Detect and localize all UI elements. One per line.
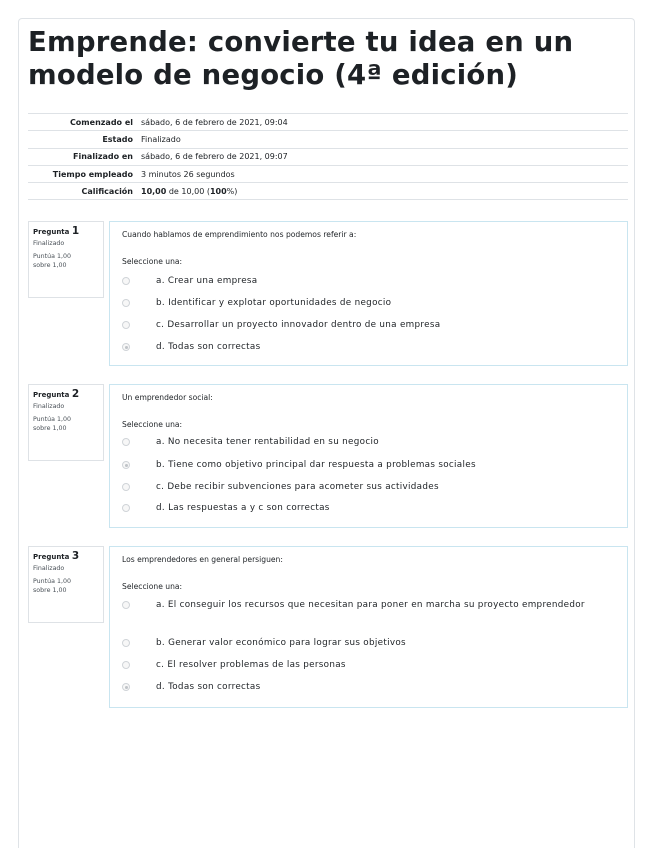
question-state: Finalizado xyxy=(33,403,65,410)
summary-label: Estado xyxy=(28,131,137,148)
radio-button[interactable] xyxy=(122,299,130,307)
select-prompt: Seleccione una: xyxy=(122,257,183,266)
grade-score: 10,00 xyxy=(141,186,167,196)
summary-label: Finalizado en xyxy=(28,148,137,165)
question-state: Finalizado xyxy=(33,240,65,247)
attempt-summary-table xyxy=(28,113,628,200)
grade-percent-suffix: %) xyxy=(226,186,238,196)
summary-row-started xyxy=(28,114,628,131)
radio-button-checked[interactable] xyxy=(122,683,130,691)
summary-value: Finalizado xyxy=(137,131,628,148)
answer-option[interactable]: a. El conseguir los recursos que necesitan para poner en marcha su proyecto emprendedor xyxy=(122,598,612,626)
question-1-content: Cuando hablamos de emprendimiento nos podemos referir a: Seleccione una: a. Crear una empresa b. Identificar y explotar oportunidades de negocio c. Desarrollar un proyecto innovador dentro de una empresa d. Todas son correctas xyxy=(109,221,628,366)
radio-button[interactable] xyxy=(122,321,130,329)
grade-percent: 100 xyxy=(209,186,227,196)
summary-value xyxy=(137,183,628,200)
question-grade: Puntúa 1,00 sobre 1,00 xyxy=(33,253,72,269)
question-text: Los emprendedores en general persiguen: xyxy=(122,555,283,564)
radio-button[interactable] xyxy=(122,438,130,446)
question-text: Cuando hablamos de emprendimiento nos podemos referir a: xyxy=(122,230,357,239)
question-1-info xyxy=(28,221,104,298)
summary-row-time-taken xyxy=(28,165,628,182)
summary-label: Calificación xyxy=(28,183,137,200)
question-2-content: Un emprendedor social: Seleccione una: a. No necesita tener rentabilidad en su negocio b. Tiene como objetivo principal dar respuesta a problemas sociales c. Debe recibir subvenciones para acometer sus actividades d. Las respuestas a y c son correctas xyxy=(109,384,628,528)
question-number: Pregunta 2 xyxy=(33,388,80,400)
question-grade: Puntúa 1,00 sobre 1,00 xyxy=(33,416,72,432)
question-grade: Puntúa 1,00 sobre 1,00 xyxy=(33,578,72,594)
question-number: Pregunta 1 xyxy=(33,225,80,237)
question-text: Un emprendedor social: xyxy=(122,393,213,402)
select-prompt: Seleccione una: xyxy=(122,582,183,591)
summary-row-finished xyxy=(28,148,628,165)
summary-row-grade xyxy=(28,183,628,200)
page-title: Emprende: convierte tu idea en un modelo de negocio (4ª edición) xyxy=(28,26,574,91)
question-3-info xyxy=(28,546,104,623)
radio-button[interactable] xyxy=(122,483,130,491)
summary-label: Tiempo empleado xyxy=(28,165,137,182)
select-prompt: Seleccione una: xyxy=(122,420,183,429)
summary-value: sábado, 6 de febrero de 2021, 09:04 xyxy=(137,114,628,131)
summary-value: 3 minutos 26 segundos xyxy=(137,165,628,182)
question-3-content: Los emprendedores en general persiguen: Seleccione una: a. El conseguir los recursos que necesitan para poner en marcha su proyecto emprendedor b. Generar valor económico para lograr sus objetivos c. El resolver problemas de las personas d. Todas son correctas xyxy=(109,546,628,708)
question-2-info xyxy=(28,384,104,461)
summary-row-state xyxy=(28,131,628,148)
question-state: Finalizado xyxy=(33,565,65,572)
radio-button[interactable] xyxy=(122,277,130,285)
grade-max: de 10,00 ( xyxy=(166,186,210,196)
radio-button[interactable] xyxy=(122,504,130,512)
radio-button-checked[interactable] xyxy=(122,461,130,469)
radio-button-checked[interactable] xyxy=(122,343,130,351)
summary-label: Comenzado el xyxy=(28,114,137,131)
summary-value: sábado, 6 de febrero de 2021, 09:07 xyxy=(137,148,628,165)
radio-button[interactable] xyxy=(122,639,130,647)
question-number: Pregunta 3 xyxy=(33,550,80,562)
radio-button[interactable] xyxy=(122,661,130,669)
